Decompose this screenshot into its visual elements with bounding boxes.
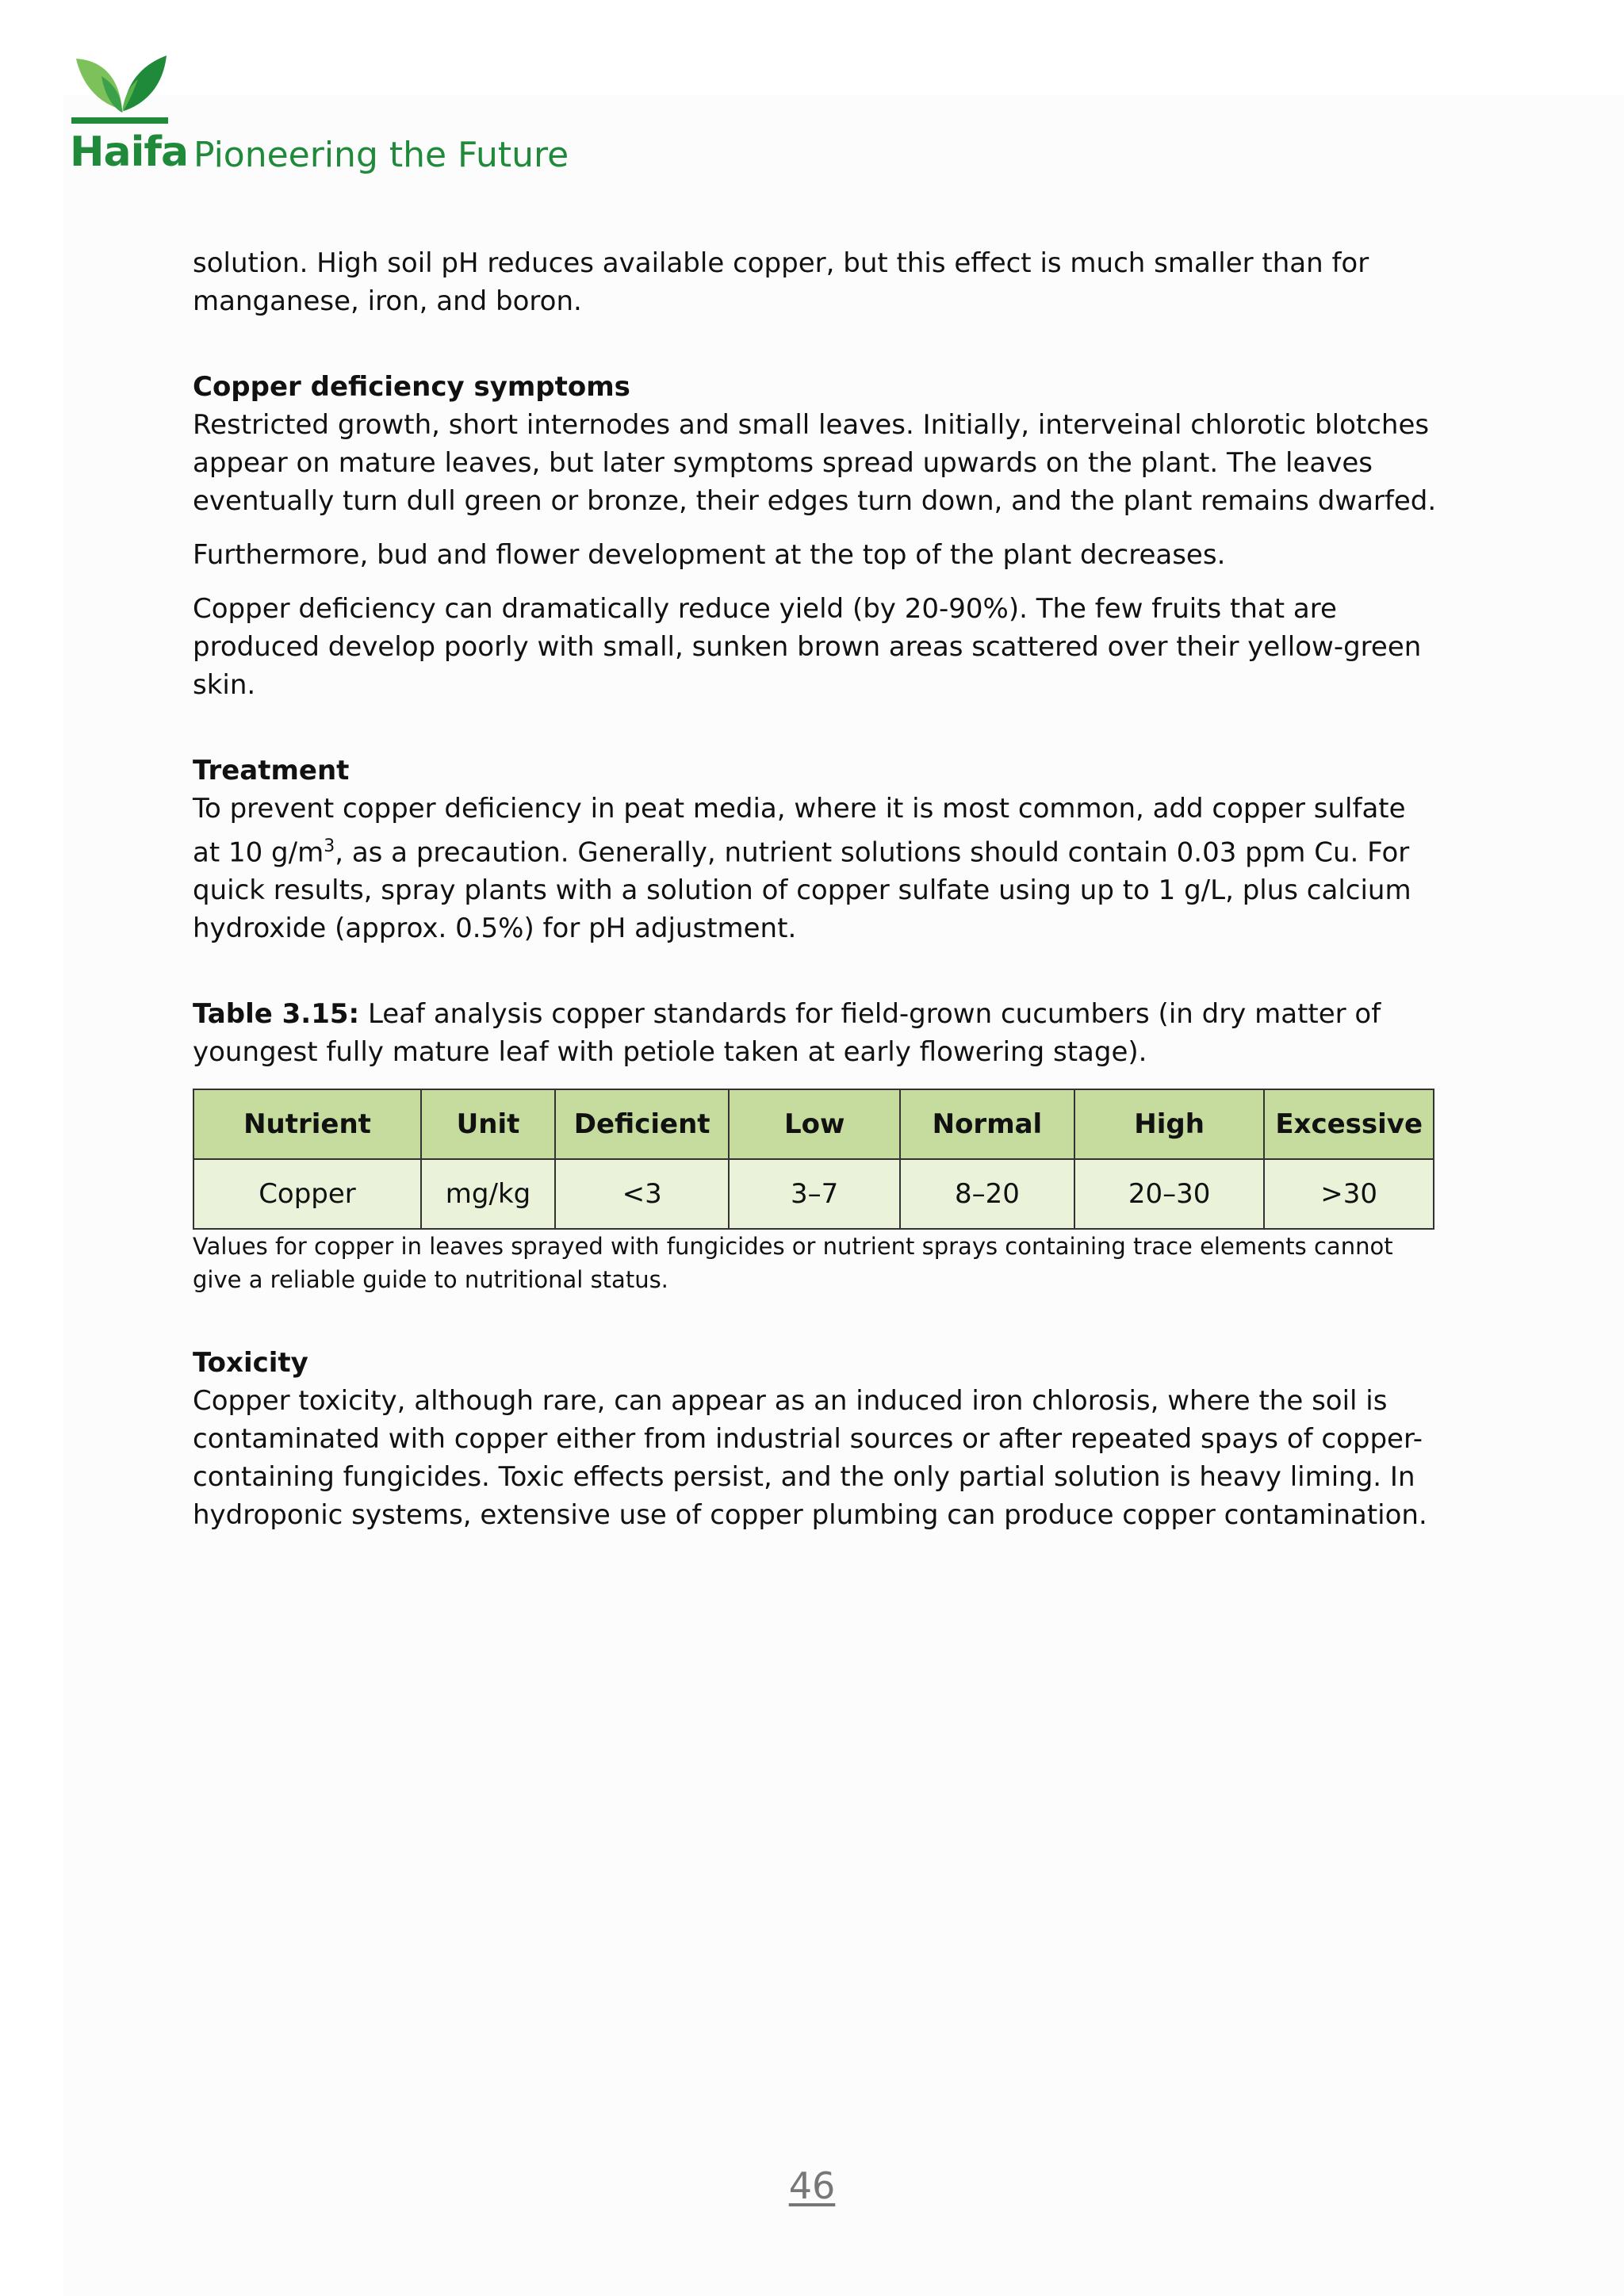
treatment-superscript: 3 [324,836,335,856]
table-note: Values for copper in leaves sprayed with fungicides or nutrient sprays containing trace elements cannot give a reliable guide to nutritional status. [193,1233,1393,1294]
cell-excessive: >30 [1264,1159,1434,1229]
column-header-normal: Normal [900,1089,1074,1159]
deficiency-paragraph-1: Restricted growth, short internodes and small leaves. Initially, interveinal chlorotic blotches appear on mature leaves, but later symptoms spread upwards on the plant. The leaves eventually turn dull green or bronze, their edges turn down, and the plant remains dwarfed. [193,409,1437,517]
page-number-text: 46 [788,2164,836,2207]
treatment-heading: Treatment [193,755,350,786]
cell-low: 3–7 [729,1159,900,1229]
cell-unit: mg/kg [421,1159,555,1229]
table-caption-label: Table 3.15: [193,998,360,1031]
treatment-paragraph [193,790,1438,947]
document-body [193,244,1438,1534]
column-header-nutrient: Nutrient [193,1089,421,1159]
intro-paragraph: solution. High soil pH reduces available copper, but this effect is much smaller than for manganese, iron, and boron. [193,247,1369,317]
cell-high: 20–30 [1074,1159,1265,1229]
table-caption-text: Leaf analysis copper standards for field-grown cucumbers (in dry matter of youngest fully mature leaf with petiole taken at early flowering stage). [193,998,1381,1069]
column-header-unit: Unit [421,1089,555,1159]
page-header [70,52,625,179]
column-header-deficient: Deficient [555,1089,729,1159]
treatment-text-part-2: , as a precaution. Generally, nutrient solutions should contain 0.03 ppm Cu. For quick results, spray plants with a solution of copper sulfate using up to 1 g/L, plus calcium hydroxide (approx. 0.5%) for pH adjustment. [193,836,1411,945]
column-header-low: Low [729,1089,900,1159]
cell-normal: 8–20 [900,1159,1074,1229]
page-number [0,2164,1624,2207]
deficiency-paragraph-2: Furthermore, bud and flower development at the top of the plant decreases. [193,539,1226,571]
table-header-row [193,1089,1434,1159]
table-caption [193,995,1438,1071]
table-row [193,1159,1434,1229]
cell-nutrient: Copper [193,1159,421,1229]
haifa-logo-text: Haifa [70,128,189,176]
haifa-leaves-logo-icon [70,52,173,125]
deficiency-heading: Copper deficiency symptoms [193,371,630,403]
toxicity-paragraph: Copper toxicity, although rare, can appear as an induced iron chlorosis, where the soil is contaminated with copper either from industrial sources or after repeated spays of copper-containing fungicides. Toxic effects persist, and the only partial solution is heavy liming. In hydroponic systems, extensive use of copper plumbing can produce copper contamination. [193,1385,1427,1532]
column-header-excessive: Excessive [1264,1089,1434,1159]
deficiency-paragraph-3: Copper deficiency can dramatically reduce yield (by 20-90%). The few fruits that are produced develop poorly with small, sunken brown areas scattered over their yellow-green skin. [193,593,1422,701]
copper-standards-table [193,1089,1434,1230]
toxicity-heading: Toxicity [193,1347,308,1380]
cell-deficient: <3 [555,1159,729,1229]
treatment-text-part-1: To prevent copper deficiency in peat media, where it is most common, add copper sulfate at 10 g/m [193,793,1406,869]
header-tagline: Pioneering the Future [193,135,569,175]
column-header-high: High [1074,1089,1265,1159]
